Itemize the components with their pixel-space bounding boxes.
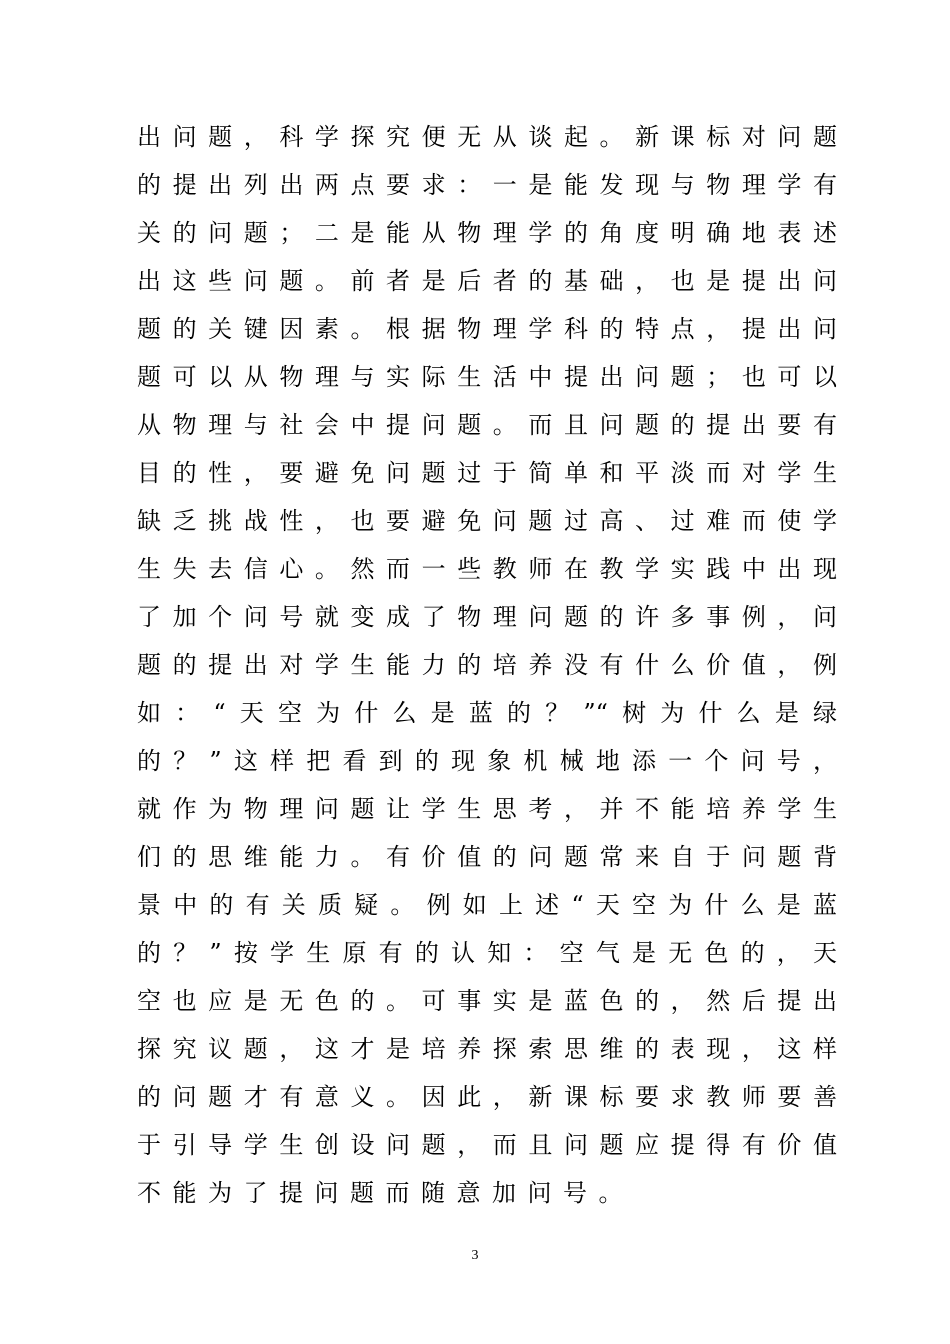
text-line: 景中的有关质疑。例如上述“天空为什么是蓝 (137, 891, 837, 919)
text-line: 的？”按学生原有的认知：空气是无色的，天 (137, 939, 837, 967)
text-line: 的问题才有意义。因此，新课标要求教师要善 (137, 1083, 837, 1111)
text-line: 就作为物理问题让学生思考，并不能培养学生 (137, 795, 837, 823)
text-line: 题的关键因素。根据物理学科的特点，提出问 (137, 315, 837, 343)
text-line: 了加个问号就变成了物理问题的许多事例，问 (137, 603, 837, 631)
page-number: 3 (471, 1248, 479, 1263)
text-line: 空也应是无色的。可事实是蓝色的，然后提出 (137, 987, 837, 1015)
text-line-last: 不能为了提问题而随意加问号。 (137, 1179, 634, 1207)
text-line: 的提出列出两点要求：一是能发现与物理学有 (137, 171, 837, 199)
text-line: 们的思维能力。有价值的问题常来自于问题背 (137, 843, 837, 871)
body-text (137, 113, 837, 1217)
text-line: 出问题，科学探究便无从谈起。新课标对问题 (137, 123, 837, 151)
text-line: 缺乏挑战性，也要避免问题过高、过难而使学 (137, 507, 837, 535)
text-line: 生失去信心。然而一些教师在教学实践中出现 (137, 555, 837, 583)
text-line: 于引导学生创设问题，而且问题应提得有价值 (137, 1131, 837, 1159)
text-line: 题的提出对学生能力的培养没有什么价值，例 (137, 651, 837, 679)
text-line: 目的性，要避免问题过于简单和平淡而对学生 (137, 459, 837, 487)
text-line: 如：“天空为什么是蓝的？”“树为什么是绿 (137, 699, 837, 727)
text-line: 出这些问题。前者是后者的基础，也是提出问 (137, 267, 837, 295)
text-line: 从物理与社会中提问题。而且问题的提出要有 (137, 411, 837, 439)
text-line: 关的问题；二是能从物理学的角度明确地表述 (137, 219, 837, 247)
text-line: 题可以从物理与实际生活中提出问题；也可以 (137, 363, 837, 391)
text-line: 探究议题，这才是培养探索思维的表现，这样 (137, 1035, 837, 1063)
text-line: 的？”这样把看到的现象机械地添一个问号， (137, 747, 837, 775)
